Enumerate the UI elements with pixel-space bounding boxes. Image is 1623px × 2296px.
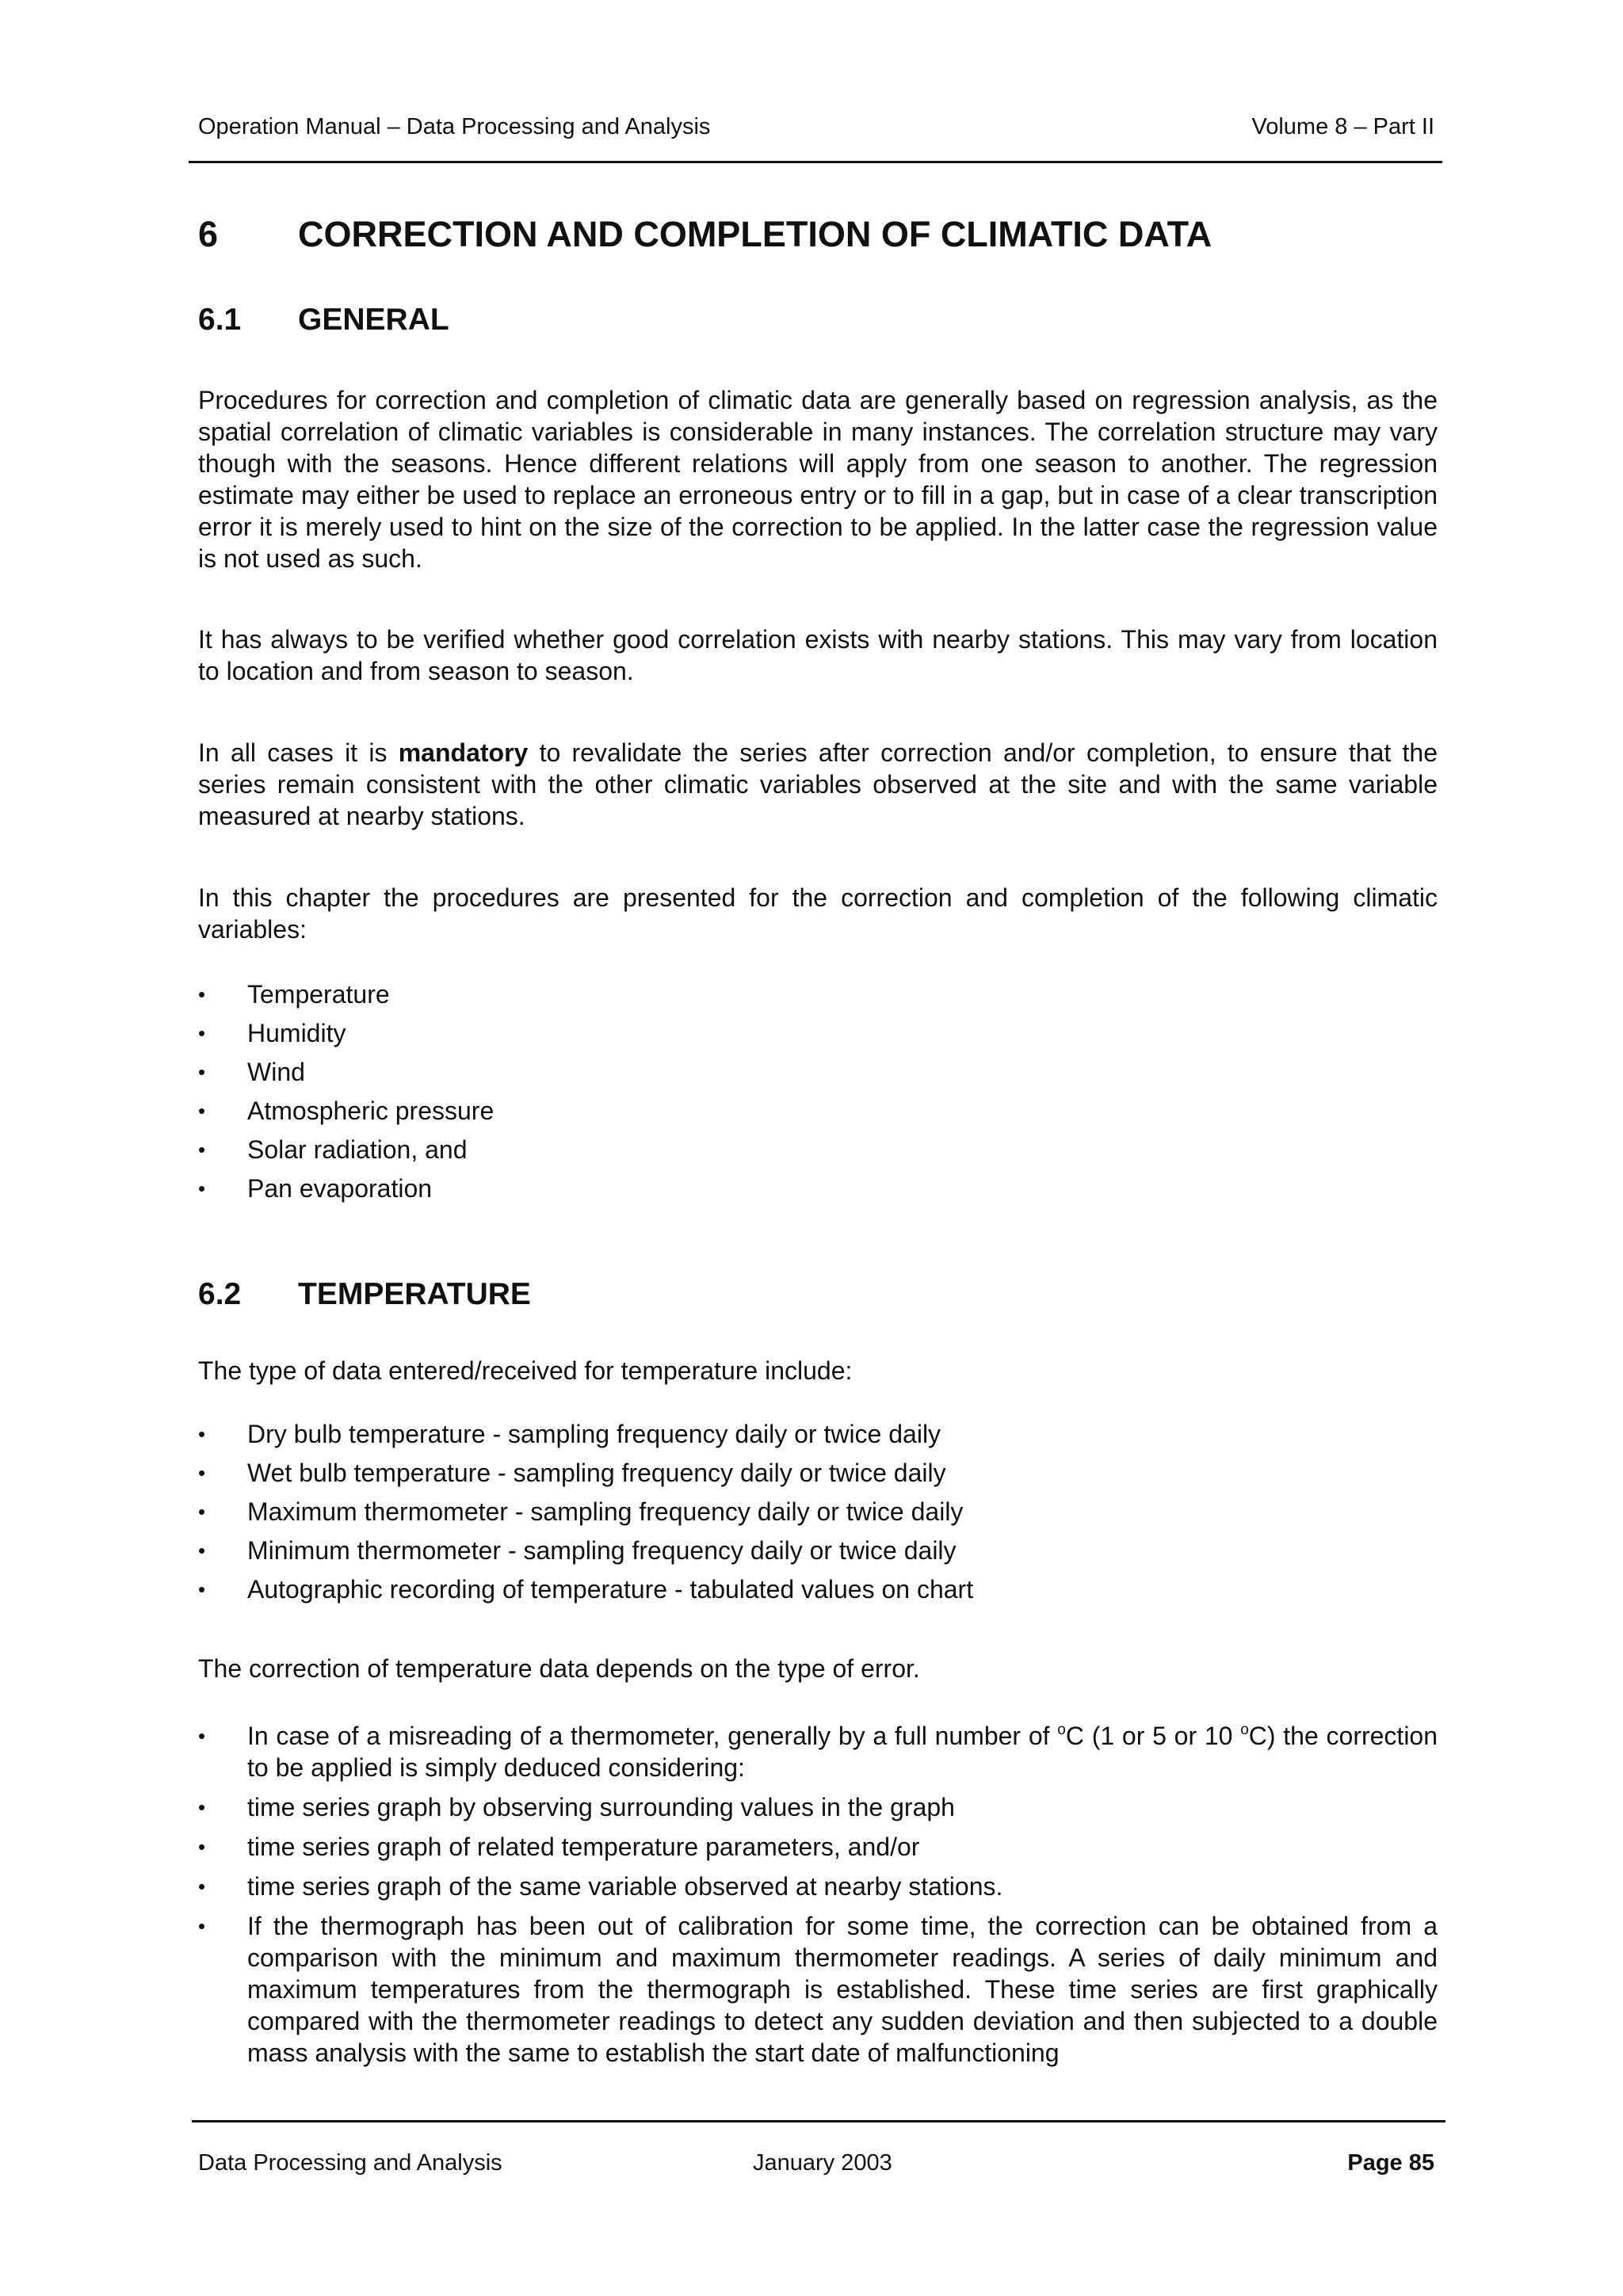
bullet-icon: • xyxy=(198,1914,206,1938)
bullet-icon: • xyxy=(198,1021,206,1045)
general-paragraph-2: It has always to be verified whether good correlation exists with nearby stations. This may vary from location to location and from season to season. xyxy=(198,625,1438,685)
bullet-icon: • xyxy=(198,1875,206,1898)
footer-title: Data Processing and Analysis xyxy=(198,2150,502,2176)
list-item: • time series graph by observing surrounding values in the graph xyxy=(198,1793,955,1821)
bullet-icon: • xyxy=(198,1500,206,1524)
header-manual-title: Operation Manual – Data Processing and Analysis xyxy=(198,114,711,139)
thermograph-text: If the thermograph has been out of calibration for some time, the correction can be obtained from a comparison with the minimum and maximum thermometer readings. A series of daily minimum and maximum temperatures from the thermograph is established. These time series are first graphically compared with the thermometer readings to detect any sudden deviation and then subjected to a double mass analysis with the same to establish the start date of malfunctioning xyxy=(247,1912,1438,2067)
list-item: • Temperature xyxy=(198,980,390,1009)
chapter-heading xyxy=(198,211,1438,258)
header-volume: Volume 8 – Part II xyxy=(1251,114,1434,139)
header-rule xyxy=(189,161,1442,163)
misreading-text: In case of a misreading of a thermometer, generally by a full number of $^o$C (1 or 5 or 10 $^o$C) the correction to be applied is simply deduced considering: xyxy=(247,1722,1438,1782)
list-item: • Autographic recording of temperature - tabulated values on chart xyxy=(198,1575,974,1604)
footer-date: January 2003 xyxy=(753,2150,892,2176)
section-heading-temperature xyxy=(198,1274,1438,1315)
list-item: • Pan evaporation xyxy=(198,1174,433,1203)
list-item: • Maximum thermometer - sampling frequency daily or twice daily xyxy=(198,1497,964,1526)
chapter-number: 6 xyxy=(198,214,219,254)
list-item: • time series graph of related temperature parameters, and/or xyxy=(198,1833,920,1861)
bullet-icon: • xyxy=(198,1138,206,1161)
section-heading-general xyxy=(198,299,1438,341)
footer-rule xyxy=(192,2120,1445,2122)
para3-rest: to revalidate the series after correction and/or completion, to ensure that the series remain consistent with the other climatic variables observed at the site and with the same variable measured at nearby stations. xyxy=(198,738,1438,830)
chapter-title: CORRECTION AND COMPLETION OF CLIMATIC DATA xyxy=(298,214,1212,254)
general-paragraph-4: In this chapter the procedures are presented for the correction and completion of the following climatic variables: xyxy=(198,883,1438,944)
bullet-icon: • xyxy=(198,1099,206,1123)
bullet-icon: • xyxy=(198,1422,206,1446)
temperature-intro: The type of data entered/received for temperature include: xyxy=(198,1356,853,1385)
climatic-variables-list xyxy=(198,978,1438,1204)
list-item xyxy=(198,1910,1438,2069)
bullet-icon: • xyxy=(198,1539,206,1562)
bullet-icon: • xyxy=(198,1060,206,1084)
page-footer xyxy=(198,2149,1434,2177)
list-item: • Minimum thermometer - sampling frequency daily or twice daily xyxy=(198,1536,957,1565)
section-title: GENERAL xyxy=(298,303,449,337)
section-number: 6.1 xyxy=(198,303,242,337)
list-item: • Wind xyxy=(198,1058,305,1086)
bullet-icon: • xyxy=(198,1795,206,1819)
list-item: • Dry bulb temperature - sampling frequency daily or twice daily xyxy=(198,1420,941,1448)
bullet-icon: • xyxy=(198,1461,206,1485)
bullet-icon: • xyxy=(198,1724,206,1748)
degree-superscript: o xyxy=(1057,1722,1066,1738)
correction-steps-list xyxy=(198,1720,1438,2069)
bullet-icon: • xyxy=(198,982,206,1006)
bullet-icon: • xyxy=(198,1177,206,1200)
list-item: • Atmospheric pressure xyxy=(198,1097,495,1125)
correction-intro: The correction of temperature data depends on the type of error. xyxy=(198,1654,920,1683)
para3-lead: In all cases it is xyxy=(198,738,399,767)
list-item: • Solar radiation, and xyxy=(198,1135,468,1164)
general-paragraph-1: Procedures for correction and completion of climatic data are generally based on regression analysis, as the spatial correlation of climatic variables is considerable in many instances. The correlation structure may vary though with the seasons. Hence different relations will apply from one season to another. The regression estimate may either be used to replace an erroneous entry or to fill in a gap, but in case of a clear transcription error it is merely used to hint on the size of the correction to be applied. In the latter case the regression value is not used as such. xyxy=(198,386,1438,573)
page-header xyxy=(198,113,1434,141)
general-paragraph-3 xyxy=(198,737,1438,832)
list-item: • Humidity xyxy=(198,1019,346,1047)
list-item: • Wet bulb temperature - sampling frequency daily or twice daily xyxy=(198,1459,946,1487)
section-title: TEMPERATURE xyxy=(298,1277,531,1311)
list-item xyxy=(198,1720,1438,1783)
page-number: Page 85 xyxy=(1347,2150,1434,2176)
bullet-icon: • xyxy=(198,1577,206,1601)
page-body xyxy=(198,211,1438,2077)
temperature-data-types-list xyxy=(198,1418,1438,1605)
bullet-icon: • xyxy=(198,1835,206,1859)
list-item: • time series graph of the same variable observed at nearby stations. xyxy=(198,1872,1003,1901)
section-number: 6.2 xyxy=(198,1277,242,1311)
mandatory-emphasis: mandatory xyxy=(398,738,529,767)
degree-superscript: o xyxy=(1240,1722,1249,1738)
